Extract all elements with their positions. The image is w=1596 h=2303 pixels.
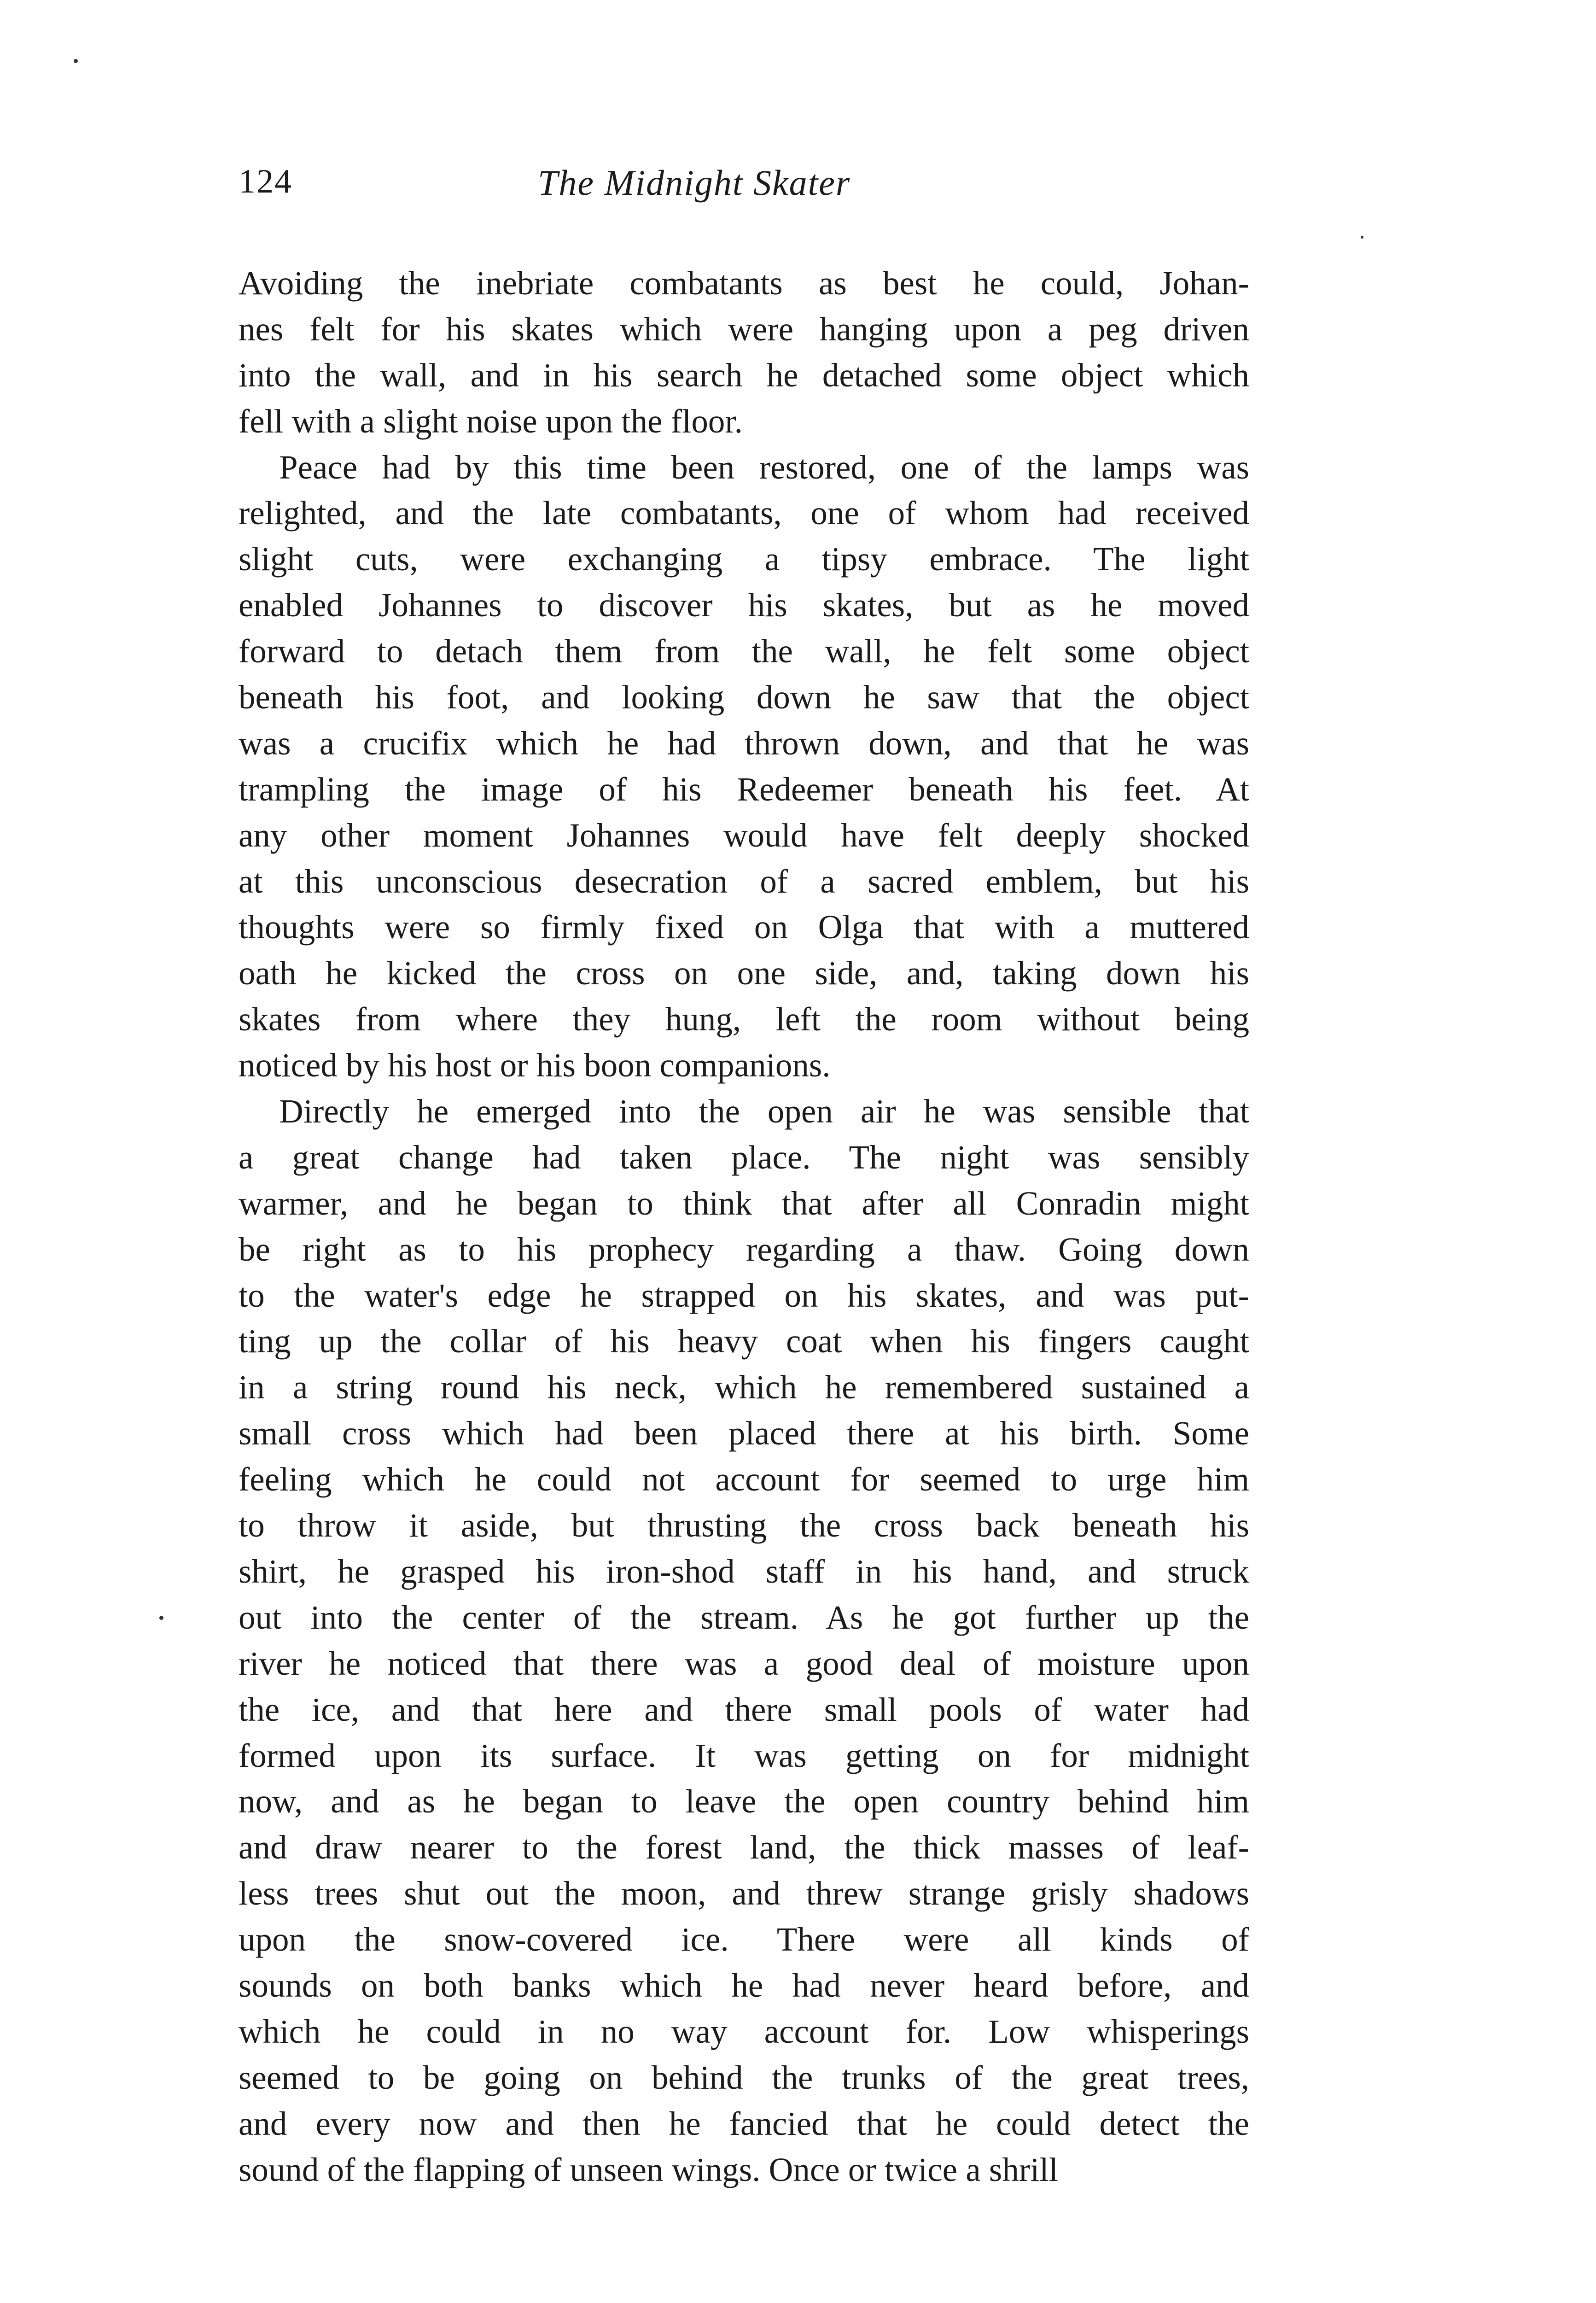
text-line: a great change had taken place. The night was sensibly — [239, 1138, 1249, 1176]
text-line: out into the center of the stream. As he got further up the — [239, 1598, 1249, 1636]
text-line: shirt, he grasped his iron-shod staff in his hand, and struck — [239, 1552, 1249, 1590]
text-line: the ice, and that here and there small pools of water had — [239, 1690, 1249, 1728]
text-line: small cross which had been placed there at his birth. Some — [239, 1415, 1249, 1452]
paragraph-3 — [239, 1088, 1249, 2192]
text-line: was a crucifix which he had thrown down, and that he was — [239, 724, 1249, 762]
text-line: skates from where they hung, left the room without being — [239, 1000, 1249, 1038]
text-line: sounds on both banks which he had never heard before, and — [239, 1966, 1249, 2004]
text-line: oath he kicked the cross on one side, and, taking down his — [239, 954, 1249, 992]
print-speck — [74, 59, 78, 63]
text-line: and every now and then he fancied that he could detect the — [239, 2104, 1249, 2142]
text-line: forward to detach them from the wall, he felt some object — [239, 632, 1249, 670]
text-line: fell with a slight noise upon the floor. — [239, 402, 743, 440]
paragraph-1 — [239, 260, 1249, 444]
text-line: trampling the image of his Redeemer beneath his feet. At — [239, 770, 1249, 808]
text-line: river he noticed that there was a good deal of moisture upon — [239, 1644, 1249, 1682]
text-line: nes felt for his skates which were hanging upon a peg driven — [239, 310, 1249, 348]
text-line: in a string round his neck, which he remembered sustained a — [239, 1368, 1249, 1406]
text-line: into the wall, and in his search he detached some object which — [239, 356, 1249, 394]
text-line: ting up the collar of his heavy coat when his fingers caught — [239, 1322, 1249, 1360]
text-line: Peace had by this time been restored, one of the lamps was — [279, 448, 1249, 486]
text-line: relighted, and the late combatants, one of whom had received — [239, 494, 1249, 532]
text-line: to throw it aside, but thrusting the cross back beneath his — [239, 1507, 1249, 1544]
running-head: The Midnight Skater — [538, 163, 851, 203]
page-header — [239, 162, 1252, 217]
text-line: warmer, and he began to think that after all Conradin might — [239, 1184, 1249, 1222]
text-line: thoughts were so firmly fixed on Olga that with a muttered — [239, 908, 1249, 946]
text-line: and draw nearer to the forest land, the thick masses of leaf- — [239, 1829, 1249, 1866]
text-line: noticed by his host or his boon companions. — [239, 1046, 831, 1084]
text-line: beneath his foot, and looking down he saw that the object — [239, 678, 1249, 716]
text-line: to the water's edge he strapped on his skates, and was put- — [239, 1276, 1249, 1314]
text-line: Directly he emerged into the open air he was sensible that — [279, 1093, 1249, 1130]
text-line: formed upon its surface. It was getting on for midnight — [239, 1736, 1249, 1774]
body-text — [239, 260, 1249, 2192]
print-speck — [1361, 236, 1363, 239]
text-line: which he could in no way account for. Low whisperings — [239, 2012, 1249, 2050]
text-line: feeling which he could not account for seemed to urge him — [239, 1461, 1249, 1498]
text-line: upon the snow-covered ice. There were all kinds of — [239, 1921, 1249, 1958]
text-line: enabled Johannes to discover his skates, but as he moved — [239, 586, 1249, 624]
text-line: now, and as he began to leave the open country behind him — [239, 1783, 1249, 1820]
page-number: 124 — [239, 163, 292, 200]
paragraph-2 — [239, 444, 1249, 1088]
text-line: be right as to his prophecy regarding a thaw. Going down — [239, 1230, 1249, 1268]
text-line: any other moment Johannes would have felt deeply shocked — [239, 816, 1249, 854]
text-line: Avoiding the inebriate combatants as best he could, Johan- — [239, 264, 1249, 302]
text-line: sound of the flapping of unseen wings. Once or twice a shrill — [239, 2151, 1058, 2188]
print-speck — [159, 1616, 163, 1620]
text-line: seemed to be going on behind the trunks of the great trees, — [239, 2058, 1249, 2096]
text-line: less trees shut out the moon, and threw strange grisly shadows — [239, 1875, 1249, 1912]
text-line: at this unconscious desecration of a sacred emblem, but his — [239, 862, 1249, 900]
text-line: slight cuts, were exchanging a tipsy embrace. The light — [239, 540, 1249, 578]
